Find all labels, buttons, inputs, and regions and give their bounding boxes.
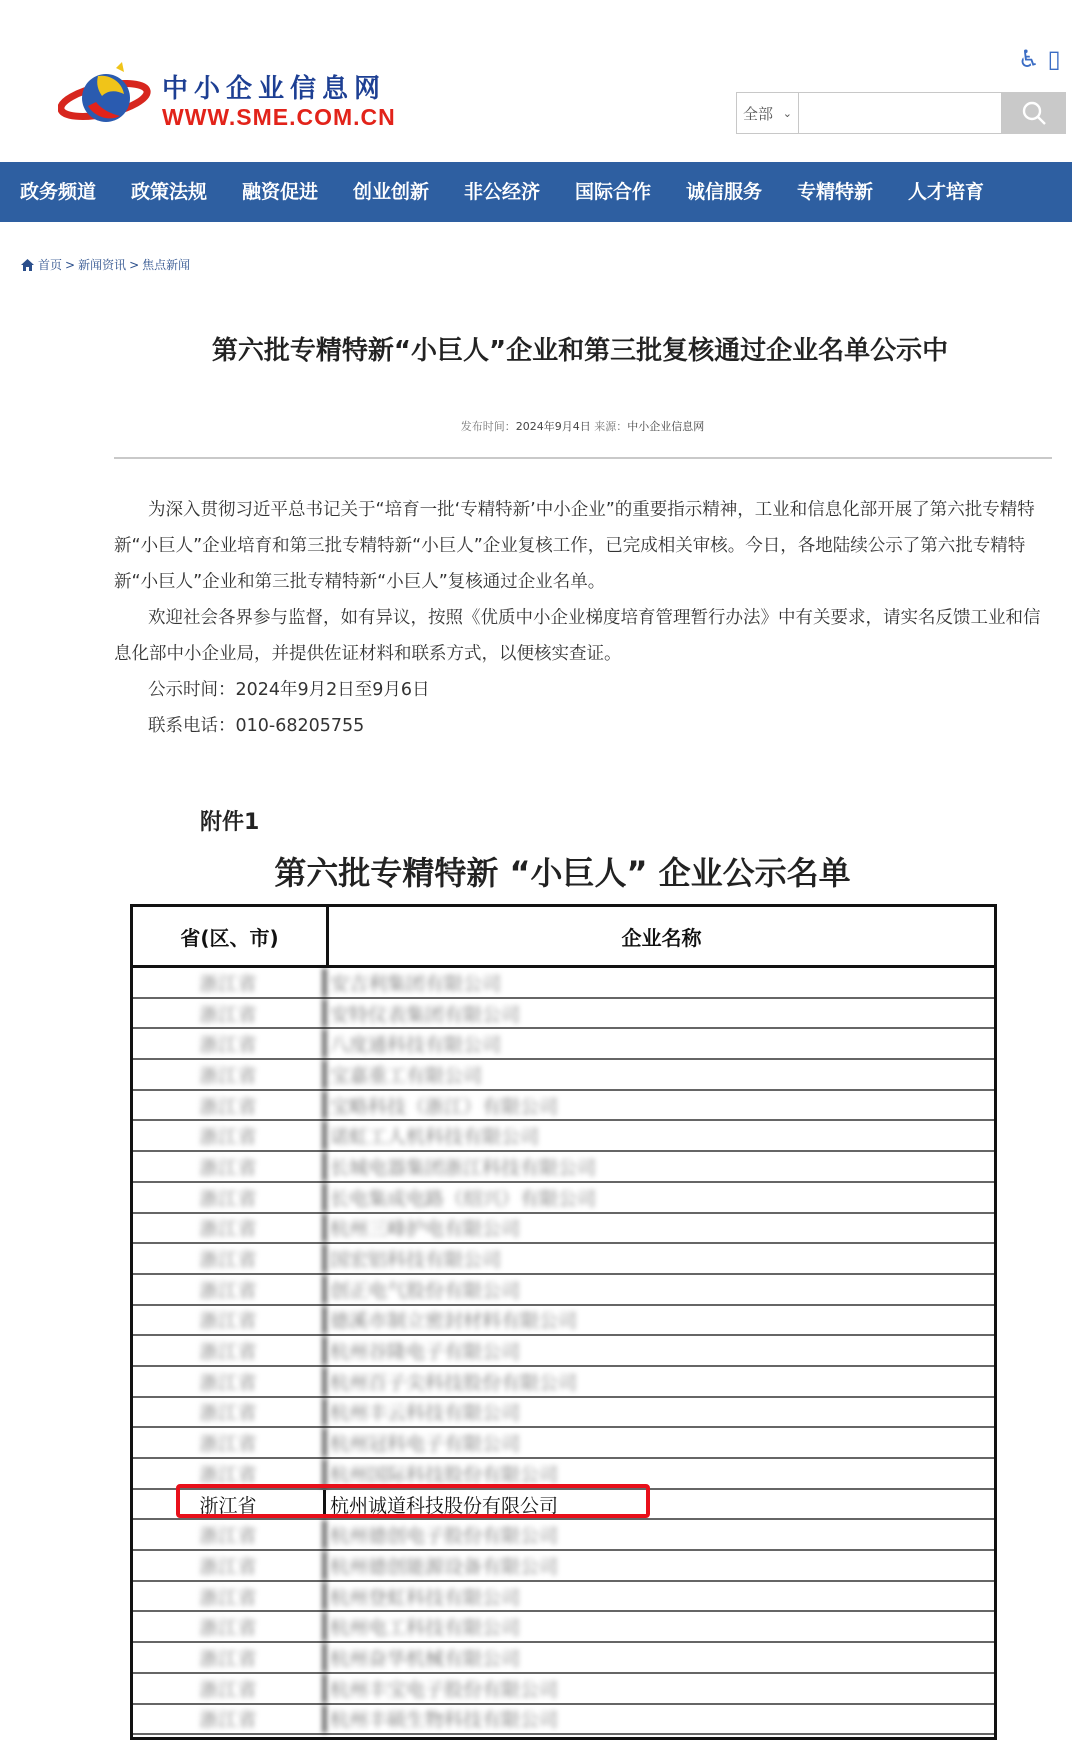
search-scope-value: 全部 bbox=[743, 104, 774, 123]
table-row bbox=[133, 1582, 994, 1613]
province-cell: 浙江省 bbox=[133, 1459, 326, 1488]
province-cell: 浙江省 bbox=[133, 999, 326, 1028]
article-paragraph-1: 为深入贯彻习近平总书记关于“培育一批‘专精特新’中小企业”的重要指示精神，工业和信息化部开展了第六批专精特新“小巨人”企业培育和第三批专精特新“小巨人”企业复核工作，已完成相关审核。今日，各地陆续公示了第六批专精特新“小巨人”企业和第三批专精特新“小巨人”复核通过企业名单。 bbox=[114, 500, 1035, 592]
province-cell: 浙江省 bbox=[133, 1091, 326, 1120]
company-name-cell: 杭州冠科电子有限公司 bbox=[330, 1433, 521, 1456]
company-name-cell: 安吉利集团有限公司 bbox=[330, 972, 502, 995]
nav-item-gov[interactable]: 政务频道 bbox=[20, 181, 97, 203]
article-title: 第六批专精特新“小巨人”企业和第三批复核通过企业名单公示中 bbox=[211, 336, 949, 366]
article-meta bbox=[0, 418, 1080, 434]
company-name-cell: 创正电气股份有限公司 bbox=[330, 1279, 521, 1302]
breadcrumb-focus-news[interactable]: 焦点新闻 bbox=[142, 258, 191, 272]
nav-item-specialized[interactable]: 专精特新 bbox=[797, 181, 874, 203]
province-cell: 浙江省 bbox=[133, 1183, 326, 1212]
table-row bbox=[133, 1306, 994, 1337]
table-row bbox=[133, 1091, 994, 1122]
nav-item-policy[interactable]: 政策法规 bbox=[131, 181, 208, 203]
highlight-box bbox=[176, 1484, 650, 1518]
company-name-cell: 杭州谷隆电子有限公司 bbox=[330, 1341, 521, 1364]
nav-item-finance[interactable]: 融资促进 bbox=[242, 181, 319, 203]
page-icon[interactable]: ▯ bbox=[1047, 45, 1061, 73]
province-cell: 浙江省 bbox=[133, 1060, 326, 1089]
province-cell: 浙江省 bbox=[133, 1121, 326, 1150]
column-header-province: 省(区、市) bbox=[133, 907, 329, 965]
logo-chinese-text: 中小企业信息网 bbox=[162, 74, 387, 104]
article-phone: 联系电话：010-68205755 bbox=[148, 716, 365, 736]
table-row bbox=[133, 1612, 994, 1643]
company-name-cell: 宝嘉重工有限公司 bbox=[330, 1064, 483, 1087]
logo-globe-icon bbox=[58, 60, 158, 134]
province-cell: 浙江省 bbox=[133, 1551, 326, 1580]
nav-item-international[interactable]: 国际合作 bbox=[575, 181, 652, 203]
table-row bbox=[133, 1029, 994, 1060]
article-period: 公示时间：2024年9月2日至9月6日 bbox=[148, 680, 430, 700]
table-body bbox=[133, 968, 994, 1735]
table-row bbox=[133, 1705, 994, 1736]
logo-domain-text: WWW.SME.COM.CN bbox=[162, 104, 396, 130]
accessibility-icon[interactable]: ♿ bbox=[1018, 45, 1040, 73]
company-name-cell: 杭州登虹科技有限公司 bbox=[330, 1586, 521, 1609]
province-cell: 浙江省 bbox=[133, 1214, 326, 1243]
table-row bbox=[133, 1214, 994, 1245]
company-name-cell: 杭州诚道科技股份有限公司 bbox=[330, 1494, 559, 1517]
chevron-down-icon: ⌄ bbox=[782, 106, 792, 120]
province-cell: 浙江省 bbox=[133, 1612, 326, 1641]
nav-item-talent[interactable]: 人才培育 bbox=[908, 181, 985, 203]
site-logo[interactable] bbox=[58, 56, 398, 136]
company-name-cell: 诺虹工人机科技有限公司 bbox=[330, 1126, 540, 1149]
meta-source-label: 来源： bbox=[594, 420, 628, 433]
table-row bbox=[133, 1336, 994, 1367]
province-cell: 浙江省 bbox=[133, 1582, 326, 1611]
company-list-table bbox=[130, 904, 997, 1740]
nav-item-private-economy[interactable]: 非公经济 bbox=[464, 181, 541, 203]
attachment-title: 第六批专精特新 “小巨人” 企业公示名单 bbox=[274, 854, 851, 892]
main-nav bbox=[0, 162, 1072, 222]
province-cell: 浙江省 bbox=[133, 1244, 326, 1273]
province-cell: 浙江省 bbox=[133, 1152, 326, 1181]
province-cell: 浙江省 bbox=[133, 1398, 326, 1427]
nav-item-credit[interactable]: 诚信服务 bbox=[686, 181, 763, 203]
table-row bbox=[133, 1674, 994, 1705]
company-name-cell: 长城电器集团浙江科技有限公司 bbox=[330, 1156, 597, 1179]
province-cell: 浙江省 bbox=[133, 1306, 326, 1335]
meta-time-label: 发布时间： bbox=[460, 420, 516, 433]
company-name-cell: 杭州德创电子股份有限公司 bbox=[330, 1525, 559, 1548]
province-cell: 浙江省 bbox=[133, 1674, 326, 1703]
meta-source: 中小企业信息网 bbox=[627, 420, 705, 433]
table-row bbox=[133, 968, 994, 999]
province-cell: 浙江省 bbox=[133, 1367, 326, 1396]
breadcrumb-separator: > bbox=[129, 257, 140, 272]
company-name-cell: 八度通科技有限公司 bbox=[330, 1034, 502, 1057]
province-cell: 浙江省 bbox=[133, 1275, 326, 1304]
search-icon bbox=[1021, 100, 1047, 126]
search-input[interactable] bbox=[798, 92, 1002, 134]
table-row bbox=[133, 1551, 994, 1582]
column-header-company: 企业名称 bbox=[621, 925, 702, 950]
table-header bbox=[133, 907, 994, 968]
table-row bbox=[133, 1520, 994, 1551]
breadcrumb bbox=[20, 256, 190, 273]
table-row bbox=[133, 1244, 994, 1275]
company-name-cell: 杭州丰硕生物科技有限公司 bbox=[330, 1709, 559, 1732]
table-row bbox=[133, 1183, 994, 1214]
province-cell: 浙江省 bbox=[133, 1643, 326, 1672]
title-divider bbox=[114, 457, 1052, 459]
meta-time: 2024年9月4日 bbox=[515, 420, 591, 433]
search-button[interactable] bbox=[1002, 92, 1066, 134]
company-name-cell: 杭州丰云科技有限公司 bbox=[330, 1402, 521, 1425]
company-name-cell: 杭州奋华机械有限公司 bbox=[330, 1647, 521, 1670]
table-row bbox=[133, 1367, 994, 1398]
breadcrumb-home[interactable]: 首页 bbox=[38, 258, 63, 272]
company-name-cell: 杭州丰宝电子股份有限公司 bbox=[330, 1678, 559, 1701]
table-row bbox=[133, 1152, 994, 1183]
company-name-cell: 长电集成电路（绍兴）有限公司 bbox=[330, 1187, 597, 1210]
company-name-cell: 杭州德创能源设备有限公司 bbox=[330, 1555, 559, 1578]
province-cell: 浙江省 bbox=[133, 1428, 326, 1457]
company-name-cell: 杭州国际科技股份有限公司 bbox=[330, 1463, 559, 1486]
province-cell: 浙江省 bbox=[133, 1336, 326, 1365]
company-name-cell: 国宏铝科技有限公司 bbox=[330, 1249, 502, 1272]
table-row bbox=[133, 1121, 994, 1152]
company-name-cell: 安特仪表集团有限公司 bbox=[330, 1003, 521, 1026]
company-name-cell: 杭州三峰护电有限公司 bbox=[330, 1218, 521, 1241]
nav-item-startup[interactable]: 创业创新 bbox=[353, 181, 430, 203]
search-bar bbox=[736, 92, 1068, 136]
province-cell: 浙江省 bbox=[133, 1520, 326, 1549]
province-cell: 浙江省 bbox=[133, 1029, 326, 1058]
table-row bbox=[133, 1643, 994, 1674]
table-row bbox=[133, 1275, 994, 1306]
company-name-cell: 杭州电工科技有限公司 bbox=[330, 1617, 521, 1640]
search-scope-select[interactable] bbox=[736, 92, 798, 134]
province-cell: 浙江省 bbox=[133, 1705, 326, 1734]
top-utility-icons bbox=[1018, 44, 1061, 74]
province-cell: 浙江省 bbox=[133, 968, 326, 997]
company-name-cell: 德溪市制立密封材料有限公司 bbox=[330, 1310, 578, 1333]
table-row bbox=[133, 1398, 994, 1429]
table-row bbox=[133, 1428, 994, 1459]
article-body bbox=[114, 492, 1050, 744]
breadcrumb-news[interactable]: 新闻资讯 bbox=[78, 258, 127, 272]
province-cell: 浙江省 bbox=[133, 1490, 326, 1519]
home-icon bbox=[20, 258, 35, 272]
company-name-cell: 杭州百子尖科技股份有限公司 bbox=[330, 1371, 578, 1394]
table-row bbox=[133, 1060, 994, 1091]
table-row bbox=[133, 999, 994, 1030]
company-name-cell: 宝略科技（浙江）有限公司 bbox=[330, 1095, 559, 1118]
breadcrumb-separator: > bbox=[65, 257, 76, 272]
article-paragraph-2: 欢迎社会各界参与监督，如有异议，按照《优质中小企业梯度培育管理暂行办法》中有关要求，请实名反馈工业和信息化部中小企业局，并提供佐证材料和联系方式，以便核实查证。 bbox=[114, 608, 1041, 664]
attachment-label: 附件1 bbox=[200, 810, 260, 835]
